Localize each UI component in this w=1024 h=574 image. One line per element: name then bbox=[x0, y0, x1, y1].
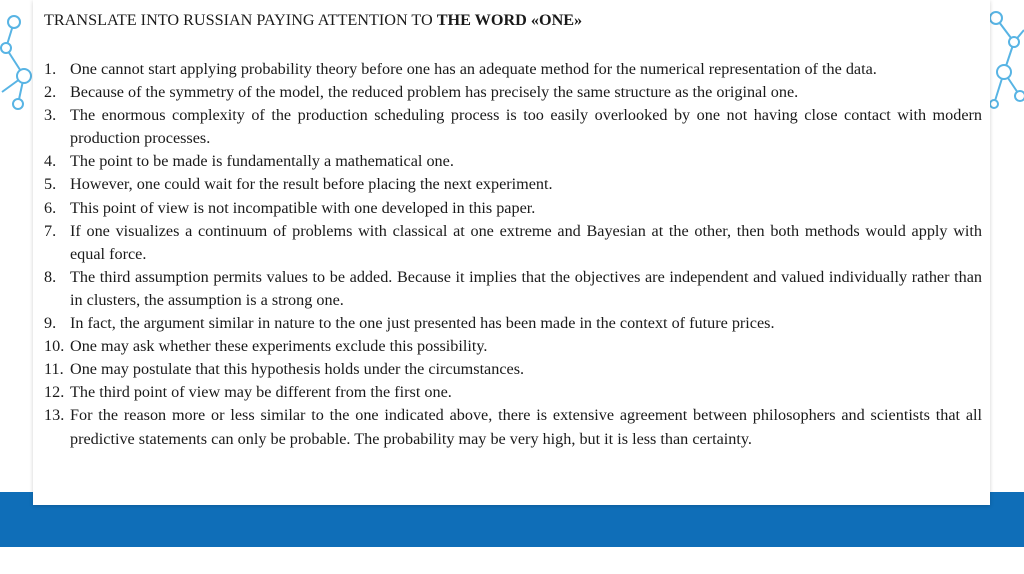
list-item-number: 11. bbox=[44, 360, 64, 379]
molecule-left bbox=[1, 16, 31, 109]
list-item-number: 10. bbox=[44, 337, 65, 356]
list-item-number: 13. bbox=[44, 406, 65, 425]
list-item-number: 9. bbox=[44, 314, 57, 333]
list-item-text: Because of the symmetry of the model, the reduced problem has precisely the same structure as the original one. bbox=[70, 83, 799, 102]
list-item-number: 6. bbox=[44, 198, 57, 217]
list-item bbox=[44, 404, 982, 450]
list-item-number: 3. bbox=[44, 106, 57, 125]
list-item bbox=[44, 81, 982, 104]
list-item bbox=[44, 358, 982, 381]
list-item-text: This point of view is not incompatible with one developed in this paper. bbox=[70, 198, 536, 217]
list-item bbox=[44, 173, 982, 196]
list-item-text: However, one could wait for the result before placing the next experiment. bbox=[70, 175, 553, 194]
list-item bbox=[44, 58, 982, 81]
list-item-text: In fact, the argument similar in nature to the one just presented has been made in the context of future prices. bbox=[70, 314, 775, 333]
sentence-list bbox=[44, 58, 982, 451]
list-item bbox=[44, 104, 982, 150]
heading-emphasis: THE WORD «ONE» bbox=[436, 11, 583, 29]
list-item-number: 12. bbox=[44, 383, 65, 402]
list-item-number: 8. bbox=[44, 267, 57, 286]
list-item bbox=[44, 150, 982, 173]
list-item-text: The enormous complexity of the production scheduling process is too easily overlooked by one not having close contact with modern production processes. bbox=[70, 106, 982, 148]
list-item bbox=[44, 312, 982, 335]
list-item-text: The third point of view may be different from the first one. bbox=[70, 383, 452, 402]
list-item-text: The point to be made is fundamentally a mathematical one. bbox=[70, 152, 454, 171]
list-item-text: One may postulate that this hypothesis holds under the circumstances. bbox=[70, 360, 525, 379]
molecule-right bbox=[990, 12, 1024, 108]
list-item-number: 4. bbox=[44, 152, 57, 171]
list-item-number: 7. bbox=[44, 221, 57, 240]
list-item-text: One cannot start applying probability theory before one has an adequate method for the numerical representation of the data. bbox=[70, 60, 877, 78]
list-item-text: The third assumption permits values to be added. Because it implies that the objectives are independent and valued individually rather than in clusters, the assumption is a strong one. bbox=[70, 267, 982, 309]
list-item bbox=[44, 266, 982, 312]
list-item-number: 2. bbox=[44, 83, 57, 102]
list-item bbox=[44, 197, 982, 220]
list-item-text: If one visualizes a continuum of problems with classical at one extreme and Bayesian at the other, then both methods would apply with equal force. bbox=[70, 221, 982, 263]
slide-heading bbox=[44, 11, 582, 30]
heading-text: TRANSLATE INTO RUSSIAN PAYING ATTENTION TO bbox=[44, 11, 437, 29]
list-item bbox=[44, 220, 982, 266]
list-item bbox=[44, 335, 982, 358]
list-item bbox=[44, 381, 982, 404]
list-item-text: For the reason more or less similar to the one indicated above, there is extensive agreement between philosophers and scientists that all predictive statements can only be probable. The probability may be very high, but it is less than certainty. bbox=[70, 406, 982, 448]
list-item-text: One may ask whether these experiments exclude this possibility. bbox=[70, 337, 488, 356]
bottom-strip bbox=[0, 547, 1024, 574]
list-item-number: 5. bbox=[44, 175, 57, 194]
list-item-number: 1. bbox=[44, 60, 57, 78]
